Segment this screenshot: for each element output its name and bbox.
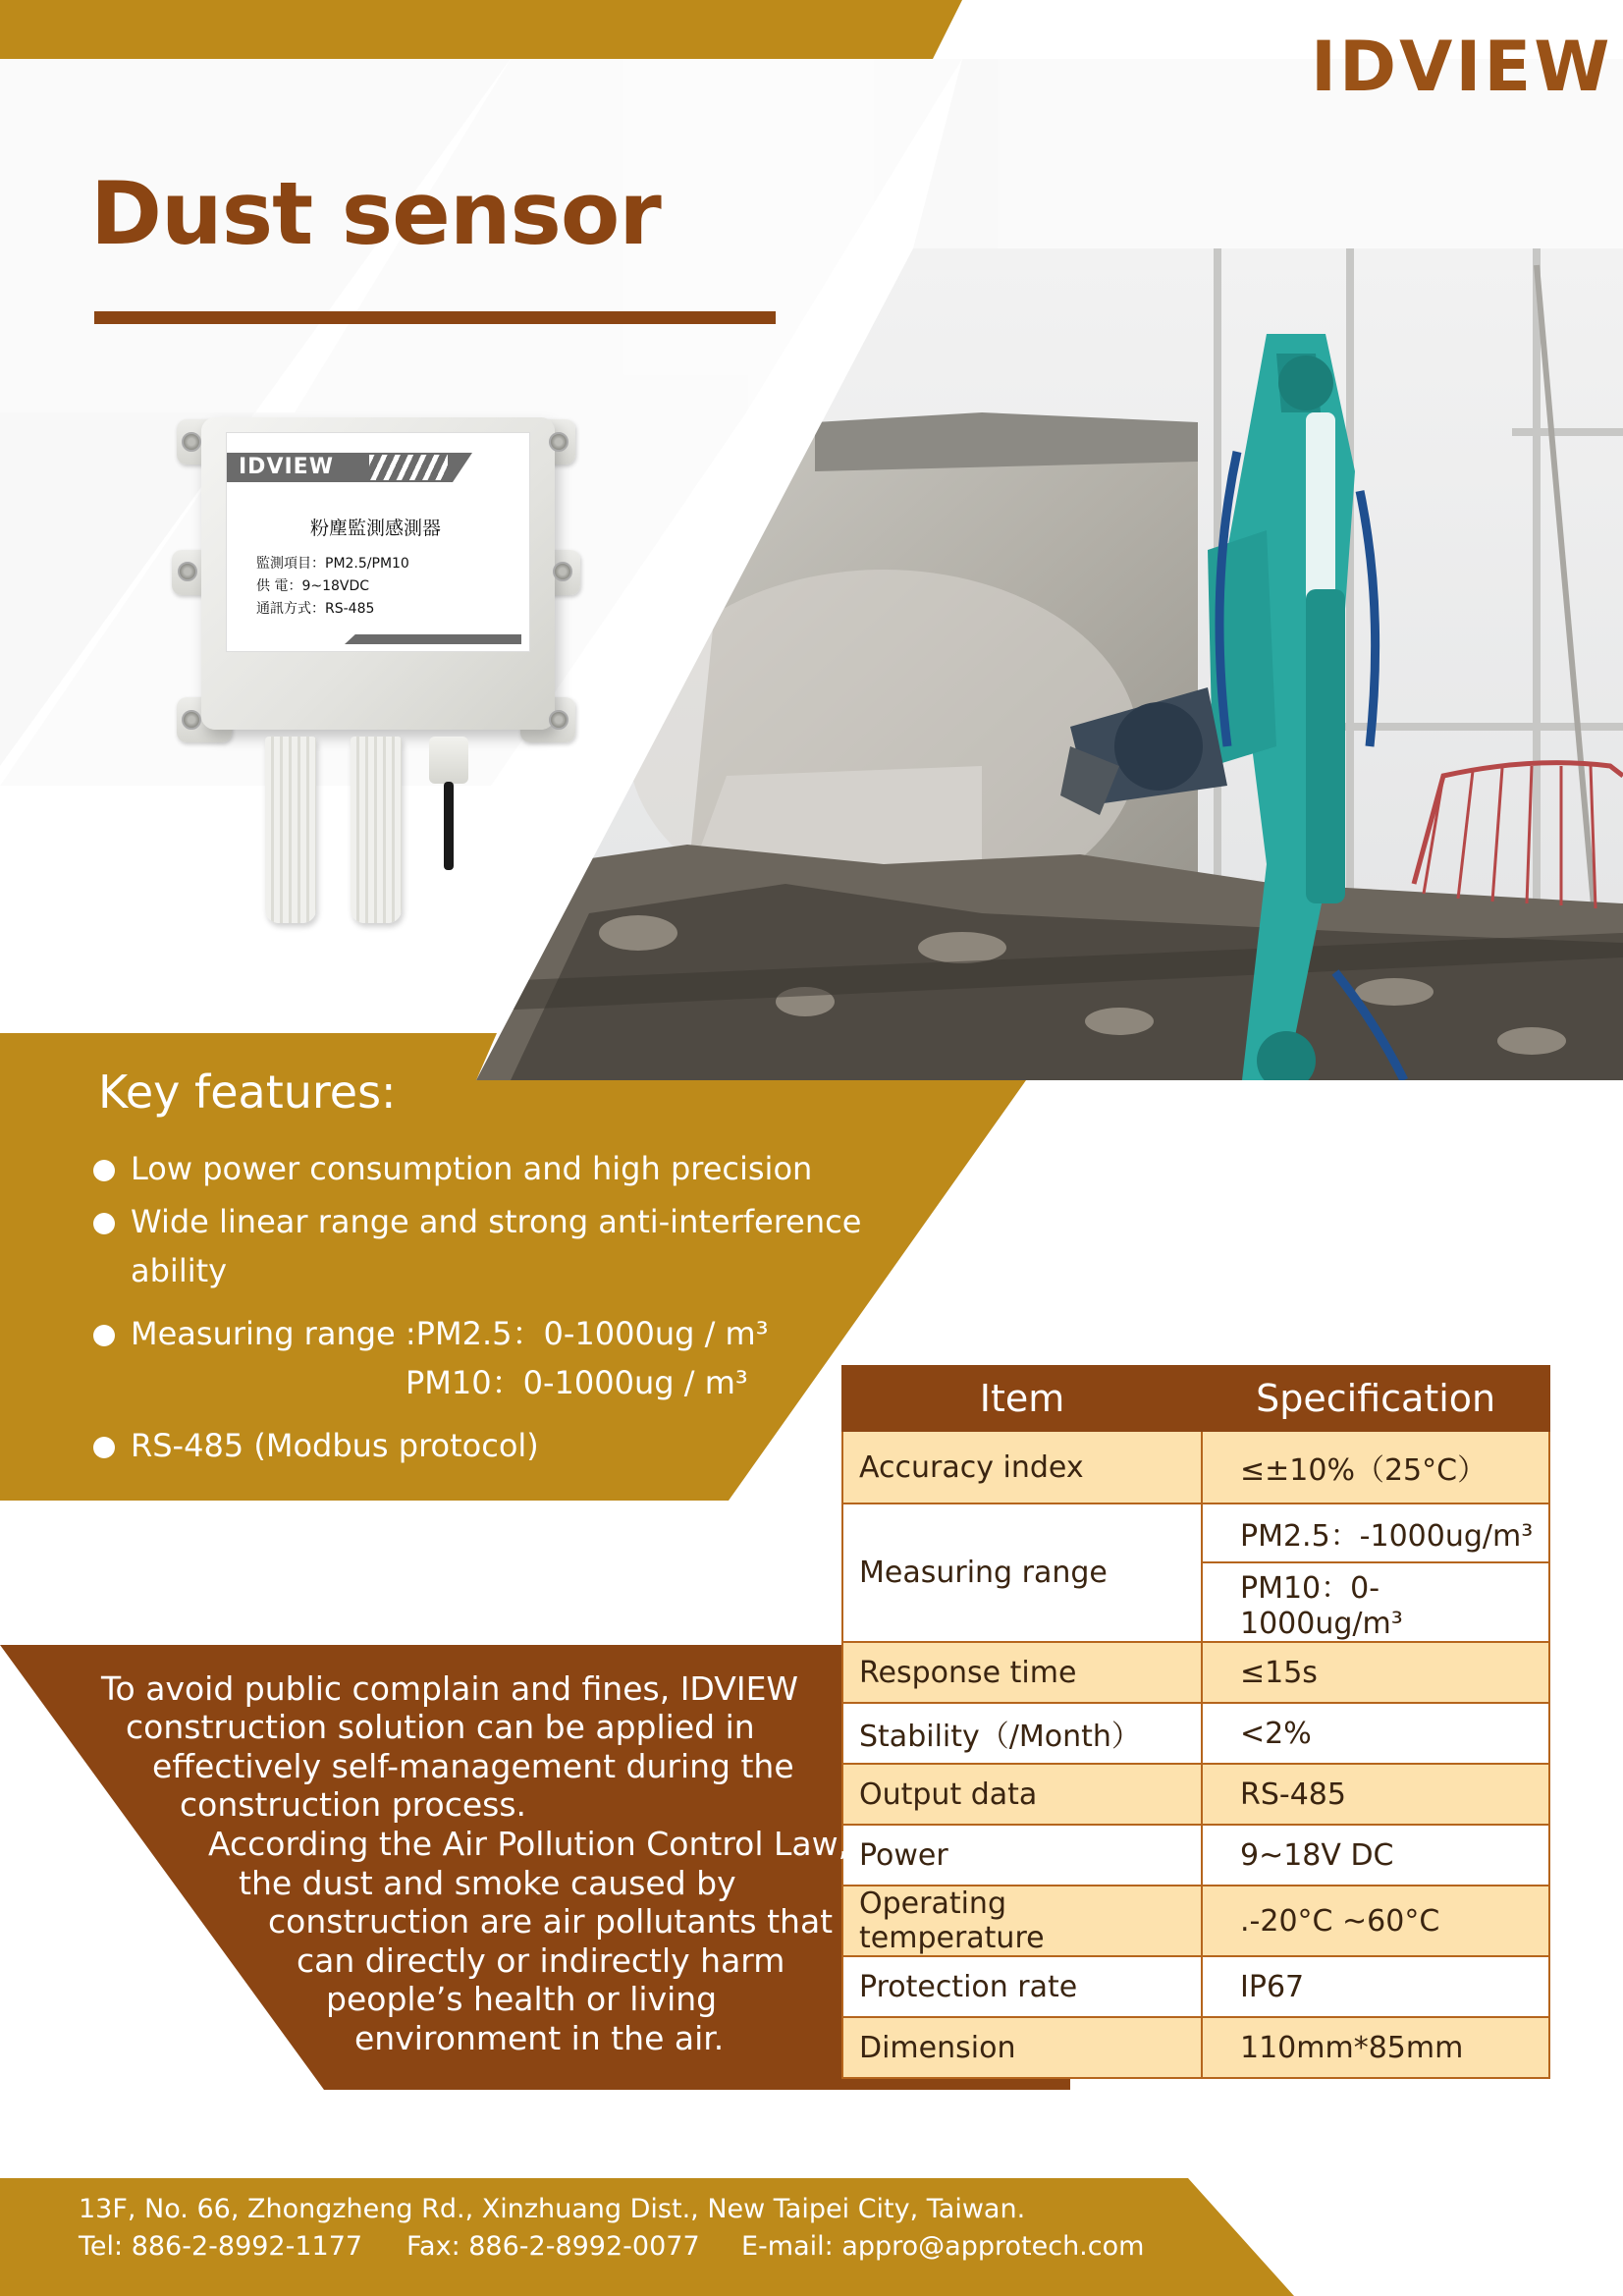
- sensor-device-image: [172, 412, 584, 933]
- spec-header-item: Item: [842, 1366, 1202, 1431]
- footer-fax: Fax: 886-2-8992-0077: [406, 2231, 700, 2262]
- spec-item: Response time: [842, 1642, 1202, 1703]
- feature-item: [93, 1421, 879, 1470]
- screw-icon: [182, 710, 201, 730]
- screw-icon: [549, 710, 568, 730]
- spec-value: IP67: [1202, 1956, 1549, 2017]
- spec-item: Stability（/Month）: [842, 1703, 1202, 1764]
- feature-item: [93, 1144, 879, 1193]
- spec-value: .-20°C ~60°C: [1202, 1886, 1549, 1956]
- feature-text: Low power consumption and high precision: [131, 1150, 813, 1187]
- spec-row: [842, 1764, 1549, 1825]
- label-line-items: 監測項目：PM2.5/PM10: [256, 556, 409, 572]
- sensor-probe-left: [265, 737, 316, 923]
- spec-item: Output data: [842, 1764, 1202, 1825]
- spec-value: ≤15s: [1202, 1642, 1549, 1703]
- label-line-comm: 通訊方式：RS-485: [256, 601, 375, 617]
- feature-text: Measuring range :PM2.5：0-1000ug / m³: [131, 1315, 769, 1352]
- feature-text-continued: PM10：0-1000ug / m³: [406, 1364, 748, 1401]
- sensor-probe-right: [351, 737, 402, 923]
- spec-row: [842, 1886, 1549, 1956]
- cable: [444, 782, 454, 870]
- info-line: To avoid public complain and fines, IDVIEW: [101, 1669, 799, 1708]
- feature-text: RS-485 (Modbus protocol): [131, 1427, 539, 1464]
- device-label: [226, 432, 530, 652]
- footer-email: E-mail: appro@approtech.com: [741, 2231, 1145, 2262]
- page-title: Dust sensor: [90, 163, 661, 264]
- spec-item: Dimension: [842, 2017, 1202, 2078]
- spec-value: PM10：0-1000ug/m³: [1202, 1562, 1549, 1642]
- features-list: [93, 1144, 879, 1474]
- screw-icon: [182, 432, 201, 452]
- info-line: construction are air pollutants that: [268, 1902, 834, 1941]
- top-gold-band: [0, 0, 962, 59]
- spec-row: [842, 1503, 1549, 1562]
- screw-icon: [553, 562, 572, 581]
- label-title: 粉塵監測感測器: [310, 518, 442, 539]
- spec-value: ≤±10%（25°C）: [1202, 1431, 1549, 1503]
- spec-item: Protection rate: [842, 1956, 1202, 2017]
- info-line: the dust and smoke caused by: [239, 1864, 736, 1902]
- feature-text-continued: ability: [131, 1252, 228, 1289]
- info-line: construction solution can be applied in: [126, 1708, 755, 1746]
- spec-value: 9~18V DC: [1202, 1825, 1549, 1886]
- info-line: can directly or indirectly harm: [297, 1941, 785, 1980]
- brand-logo: [1311, 27, 1613, 107]
- logo-text: IDVIEW: [1311, 27, 1613, 107]
- screw-icon: [178, 562, 197, 581]
- spec-item: Measuring range: [842, 1503, 1202, 1642]
- spec-item: Power: [842, 1825, 1202, 1886]
- label-stripes: [369, 455, 448, 480]
- spec-value: <2%: [1202, 1703, 1549, 1764]
- title-underline: [94, 311, 776, 324]
- label-footer-bar: [345, 634, 521, 644]
- spec-row: [842, 1703, 1549, 1764]
- label-brand: IDVIEW: [239, 455, 334, 479]
- spec-row: [842, 1825, 1549, 1886]
- feature-item: [93, 1309, 879, 1407]
- spec-item: Accuracy index: [842, 1431, 1202, 1503]
- info-line: According the Air Pollution Control Law,: [208, 1825, 849, 1863]
- spec-table: [841, 1365, 1550, 2079]
- spec-value: RS-485: [1202, 1764, 1549, 1825]
- spec-value: 110mm*85mm: [1202, 2017, 1549, 2078]
- spec-row: [842, 1431, 1549, 1503]
- info-line: people’s health or living: [326, 1980, 718, 2018]
- spec-row: [842, 2017, 1549, 2078]
- footer-tel: Tel: 886-2-8992-1177: [79, 2231, 363, 2262]
- spec-value: PM2.5：-1000ug/m³: [1202, 1503, 1549, 1562]
- spec-row: [842, 1642, 1549, 1703]
- spec-header-row: [842, 1366, 1549, 1431]
- label-line-power: 供 電：9~18VDC: [256, 578, 370, 594]
- footer-address: 13F, No. 66, Zhongzheng Rd., Xinzhuang Dist., New Taipei City, Taiwan.: [79, 2194, 1026, 2224]
- info-line: construction process.: [180, 1785, 527, 1824]
- spec-header-spec: Specification: [1202, 1366, 1549, 1431]
- spec-row: [842, 1956, 1549, 2017]
- spec-item: Operating temperature: [842, 1886, 1202, 1956]
- info-line: effectively self-management during the: [152, 1747, 794, 1785]
- feature-item: [93, 1197, 879, 1295]
- features-heading: Key features:: [98, 1066, 397, 1119]
- feature-text: Wide linear range and strong anti-interference: [131, 1203, 862, 1240]
- cable-gland: [429, 737, 468, 784]
- screw-icon: [549, 432, 568, 452]
- info-line: environment in the air.: [354, 2019, 725, 2057]
